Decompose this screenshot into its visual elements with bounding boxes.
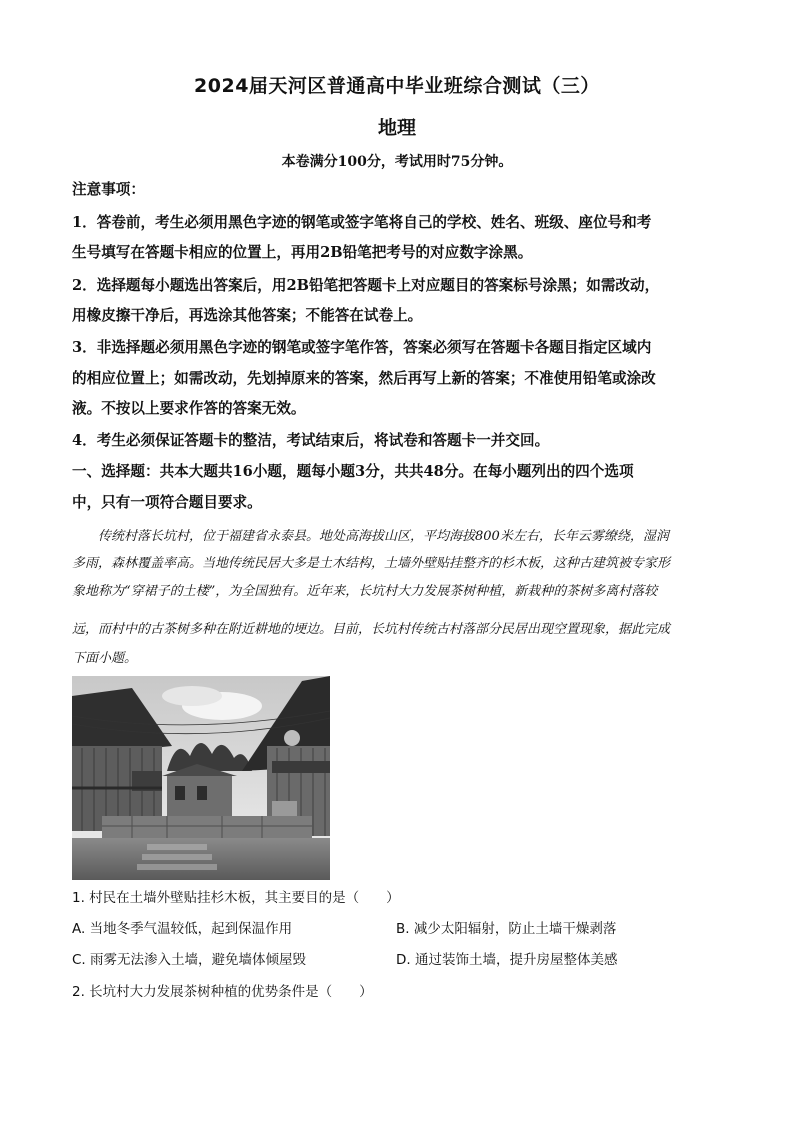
- instruction-line: 液。不按以上要求作答的答案无效。: [72, 400, 306, 417]
- instructions-heading: 注意事项：: [72, 181, 145, 198]
- passage-line: 远，而村中的古茶树多种在附近耕地的埂边。目前，长坑村传统古村落部分民居出现空置现象，据此完成: [72, 622, 671, 637]
- option-b: B. 减少太阳辐射，防止土墙干燥剥落: [396, 921, 617, 937]
- passage-line: 传统村落长坑村，位于福建省永泰县。地处高海拔山区，平均海拔800米左右，长年云雾缭绕，湿润: [72, 529, 669, 544]
- instruction-line: 的相应位置上；如需改动，先划掉原来的答案，然后再写上新的答案；不准使用铅笔或涂改: [72, 370, 656, 387]
- instruction-line: 4．考生必须保证答题卡的整洁，考试结束后，将试卷和答题卡一并交回。: [72, 432, 550, 449]
- option-d: D. 通过装饰土墙，提升房屋整体美感: [396, 952, 618, 968]
- section-heading: 一、选择题：共本大题共16小题，题每小题3分，共共48分。在每小题列出的四个选项: [72, 463, 634, 480]
- passage-line: 象地称为“穿裙子的土楼”，为全国独有。近年来，长坑村大力发展茶树种植，新栽种的茶树多离村落较: [72, 584, 658, 599]
- instruction-line: 2．选择题每小题选出答案后，用2B铅笔把答题卡上对应题目的答案标号涂黑；如需改动，: [72, 277, 660, 294]
- instruction-line: 1．答卷前，考生必须用黑色字迹的钢笔或签字笔将自己的学校、姓名、班级、座位号和考: [72, 214, 652, 231]
- section-heading: 中，只有一项符合题目要求。: [72, 494, 262, 511]
- passage-line: 下面小题。: [72, 651, 138, 666]
- instruction-line: 3．非选择题必须用黑色字迹的钢笔或签字笔作答，答案必须写在答题卡各题目指定区域内: [72, 339, 652, 356]
- village-photo: [72, 676, 330, 880]
- option-c: C. 雨雾无法渗入土墙，避免墙体倾屋毁: [72, 952, 307, 968]
- subject-title: 地理: [377, 117, 416, 139]
- option-a: A. 当地冬季气温较低，起到保温作用: [72, 921, 293, 937]
- instruction-line: 生号填写在答题卡相应的位置上，再用2B铅笔把考号的对应数字涂黑。: [72, 244, 533, 261]
- question-stem: 2. 长坑村大力发展茶树种植的优势条件是（ ）: [72, 984, 373, 1000]
- instruction-line: 用橡皮擦干净后，再选涂其他答案；不能答在试卷上。: [72, 307, 423, 324]
- exam-note: 本卷满分100分，考试用时75分钟。: [281, 154, 513, 170]
- question-stem: 1. 村民在土墙外壁贴挂杉木板，其主要目的是（ ）: [72, 890, 400, 906]
- page-title: 2024届天河区普通高中毕业班综合测试（三）: [194, 75, 600, 97]
- passage-line: 多雨，森林覆盖率高。当地传统民居大多是土木结构，土墙外壁贴挂整齐的杉木板，这种古建筑被专家形: [72, 556, 671, 571]
